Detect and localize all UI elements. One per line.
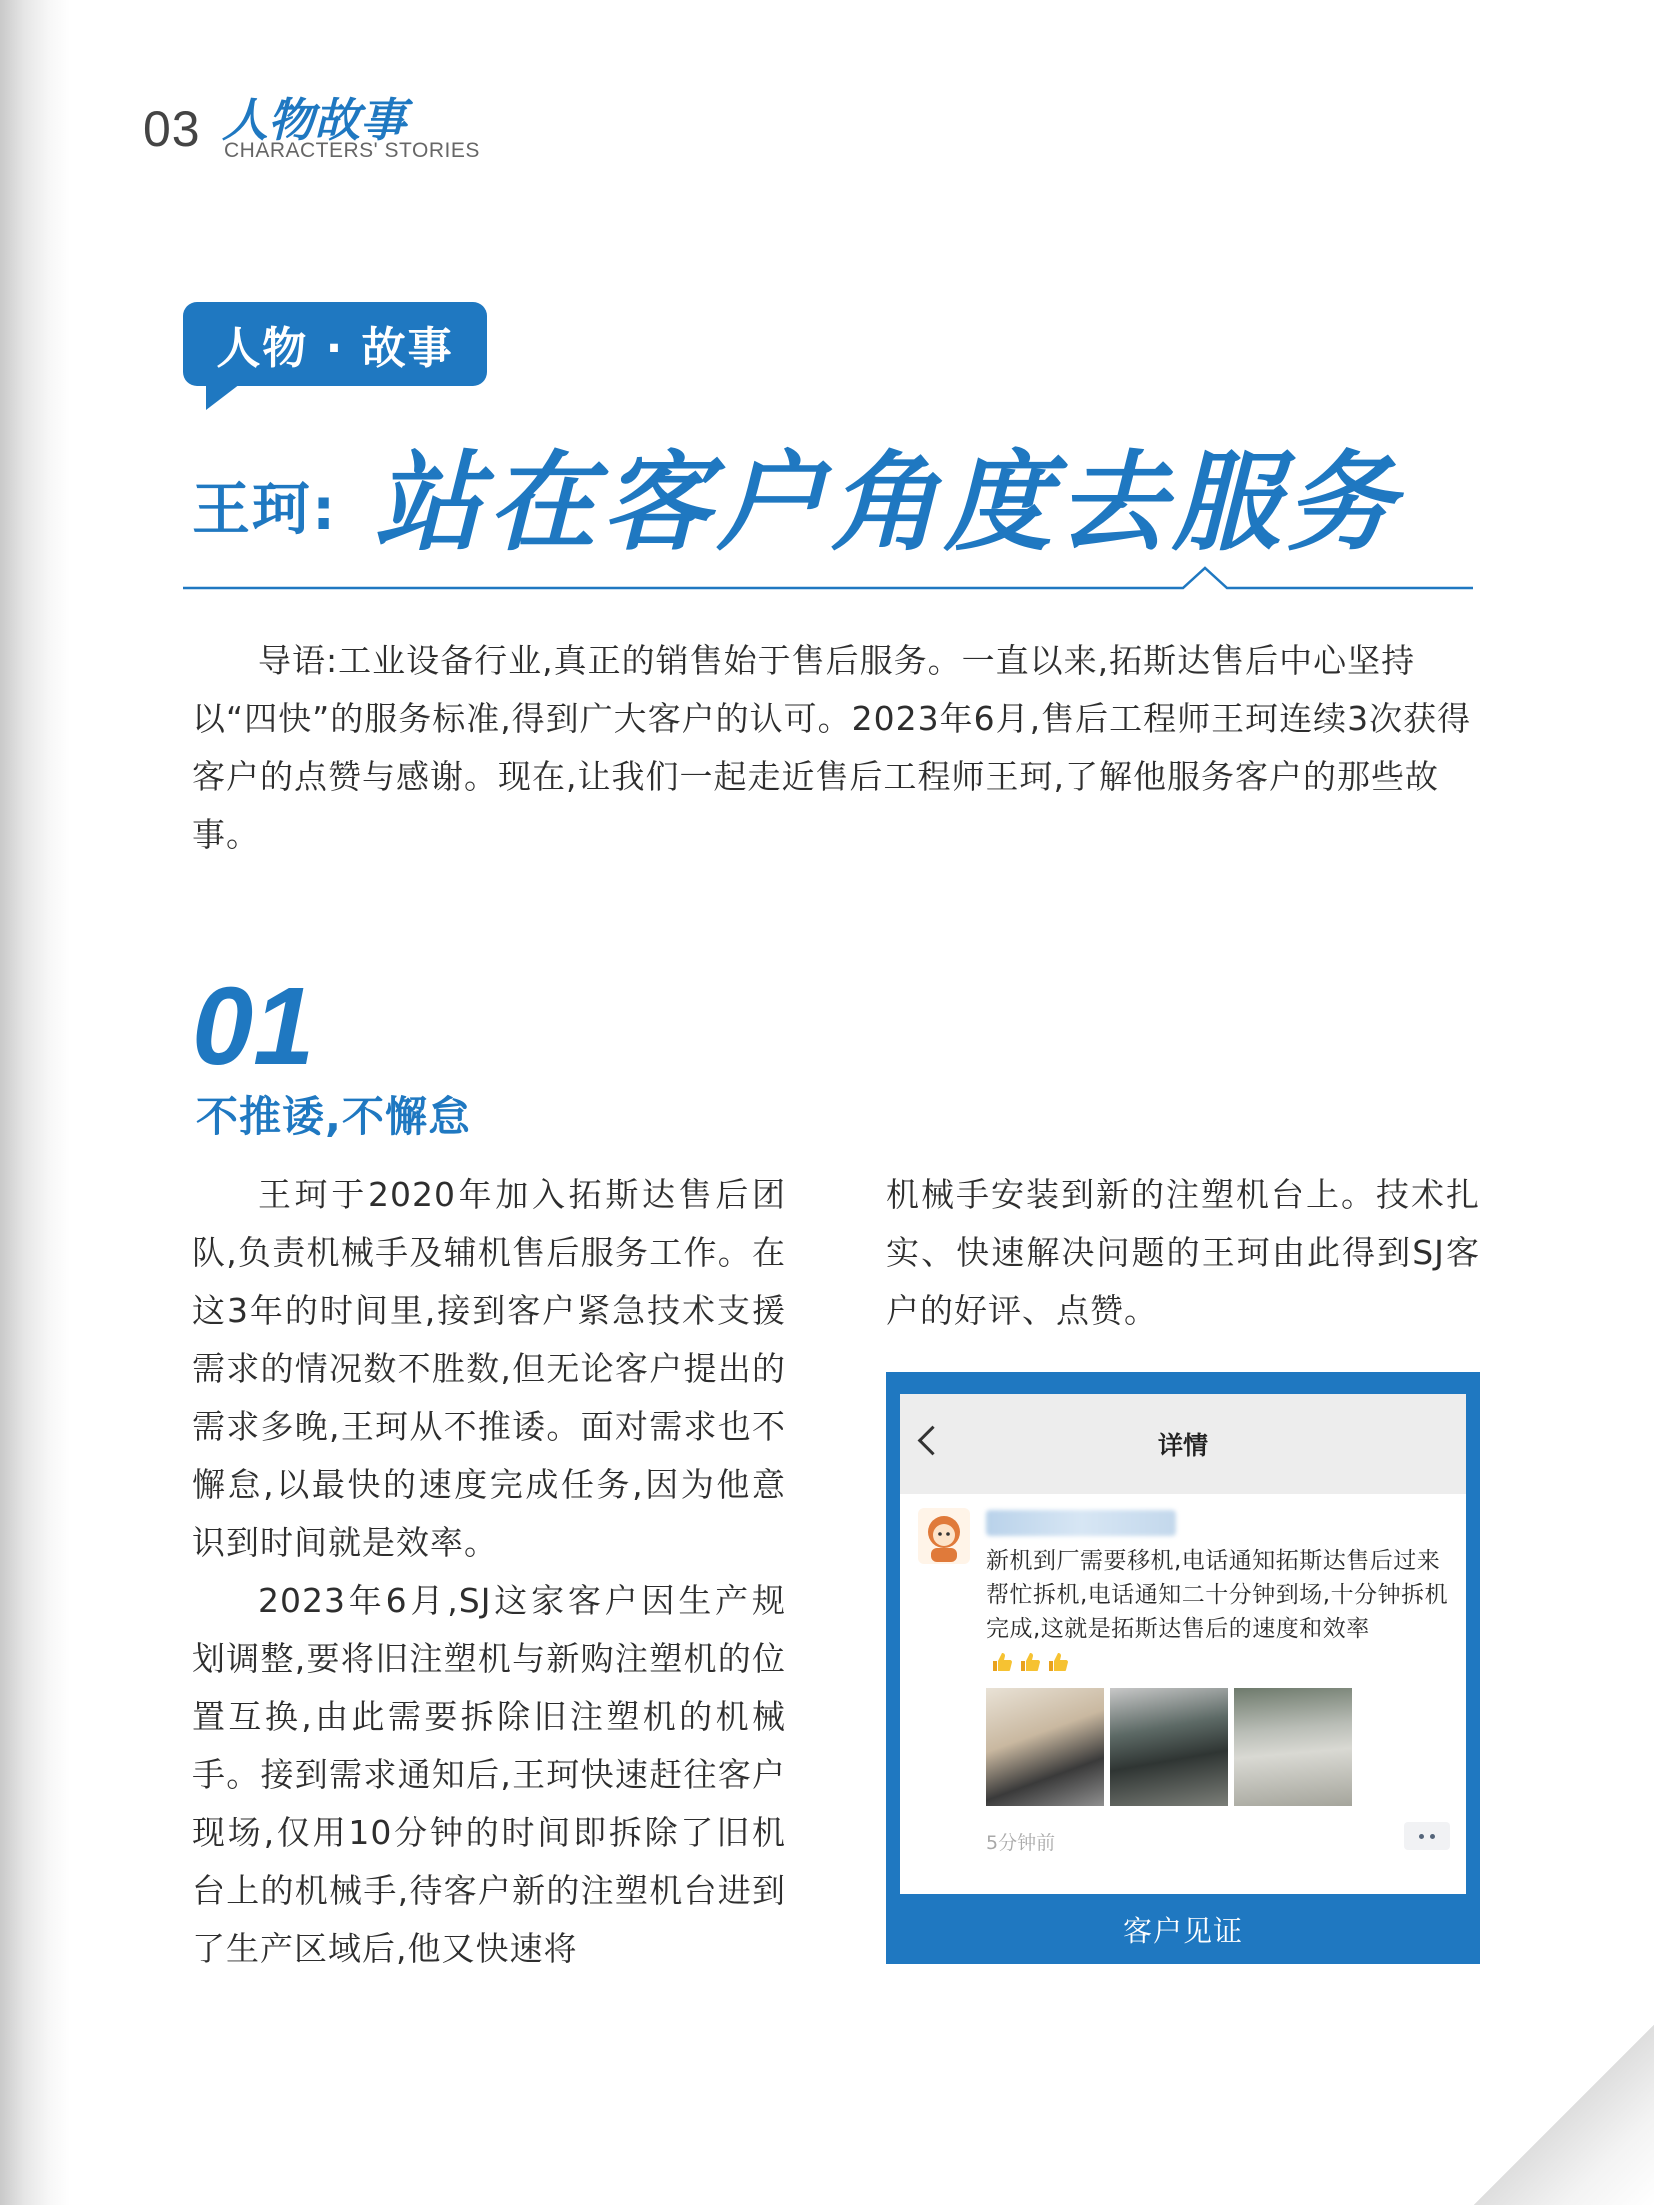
body-paragraph: 机械手安装到新的注塑机台上。技术扎实、快速解决问题的王珂由此得到SJ客户的好评、点赞。 xyxy=(886,1175,1480,1330)
title-tag-pointer xyxy=(206,384,240,410)
post-photo[interactable] xyxy=(986,1688,1104,1806)
poster-name-blurred xyxy=(986,1510,1176,1536)
right-column xyxy=(886,1166,1480,1340)
section-title: 人物故事 xyxy=(222,93,406,147)
more-dot-icon xyxy=(1419,1834,1424,1839)
body-paragraph: 王珂于2020年加入拓斯达售后团队,负责机械手及辅机售后服务工作。在这3年的时间里,接到客户紧急技术支援需求的情况数不胜数,但无论客户提出的需求多晚,王珂从不推诿。面对需求也不懈怠,以最快的速度完成任务,因为他意识到时间就是效率。 xyxy=(192,1175,786,1562)
thumbs-up-icons xyxy=(990,1646,1074,1680)
post-photo[interactable] xyxy=(1234,1688,1352,1806)
post-photos xyxy=(986,1688,1386,1806)
section-heading: 不推诿,不懈怠 xyxy=(196,1092,471,1141)
page-fold-shadow xyxy=(0,0,70,2205)
screen-title: 详情 xyxy=(1157,1431,1208,1460)
article-person-name: 王珂: xyxy=(192,475,338,543)
back-arrow-icon[interactable] xyxy=(918,1426,948,1456)
article-headline: 站在客户角度去服务 xyxy=(374,440,1401,566)
more-options-button[interactable] xyxy=(1404,1822,1450,1850)
testimonial-card xyxy=(886,1372,1480,1964)
intro-paragraph: 导语:工业设备行业,真正的销售始于售后服务。一直以来,拓斯达售后中心坚持以“四快”的服务标准,得到广大客户的认可。2023年6月,售后工程师王珂连续3次获得客户的点赞与感谢。现在,让我们一起走近售后工程师王珂,了解他服务客户的那些故事。 xyxy=(192,641,1472,854)
screen-nav-bar xyxy=(900,1394,1466,1494)
page-number: 03 xyxy=(143,101,201,157)
page-curl xyxy=(1474,2025,1654,2205)
section-subtitle: CHARACTERS' STORIES xyxy=(224,139,480,162)
thumbs-up-icon xyxy=(1046,1650,1070,1674)
thumbs-up-icon xyxy=(990,1650,1014,1674)
post-text-content: 新机到厂需要移机,电话通知拓斯达售后过来帮忙拆机,电话通知二十分钟到场,十分钟拆机完成,这就是拓斯达售后的速度和效率 xyxy=(986,1548,1449,1642)
moment-post xyxy=(900,1494,1466,1894)
more-dot-icon xyxy=(1430,1834,1435,1839)
testimonial-caption: 客户见证 xyxy=(1122,1913,1243,1948)
thumbs-up-icon xyxy=(1018,1650,1042,1674)
phone-screenshot xyxy=(900,1394,1466,1894)
body-paragraph: 2023年6月,SJ这家客户因生产规划调整,要将旧注塑机与新购注塑机的位置互换,由此需要拆除旧注塑机的机械手。接到需求通知后,王珂快速赶往客户现场,仅用10分钟的时间即拆除了旧机台上的机械手,待客户新的注塑机台进到了生产区域后,他又快速将 xyxy=(192,1581,786,1968)
section-number: 01 xyxy=(192,965,315,1088)
avatar xyxy=(918,1508,970,1564)
title-divider xyxy=(183,560,1473,600)
post-text xyxy=(986,1544,1456,1680)
post-timestamp: 5分钟前 xyxy=(986,1832,1056,1854)
title-tag: 人物 · 故事 xyxy=(183,302,487,386)
left-column xyxy=(192,1166,786,1978)
post-photo[interactable] xyxy=(1110,1688,1228,1806)
